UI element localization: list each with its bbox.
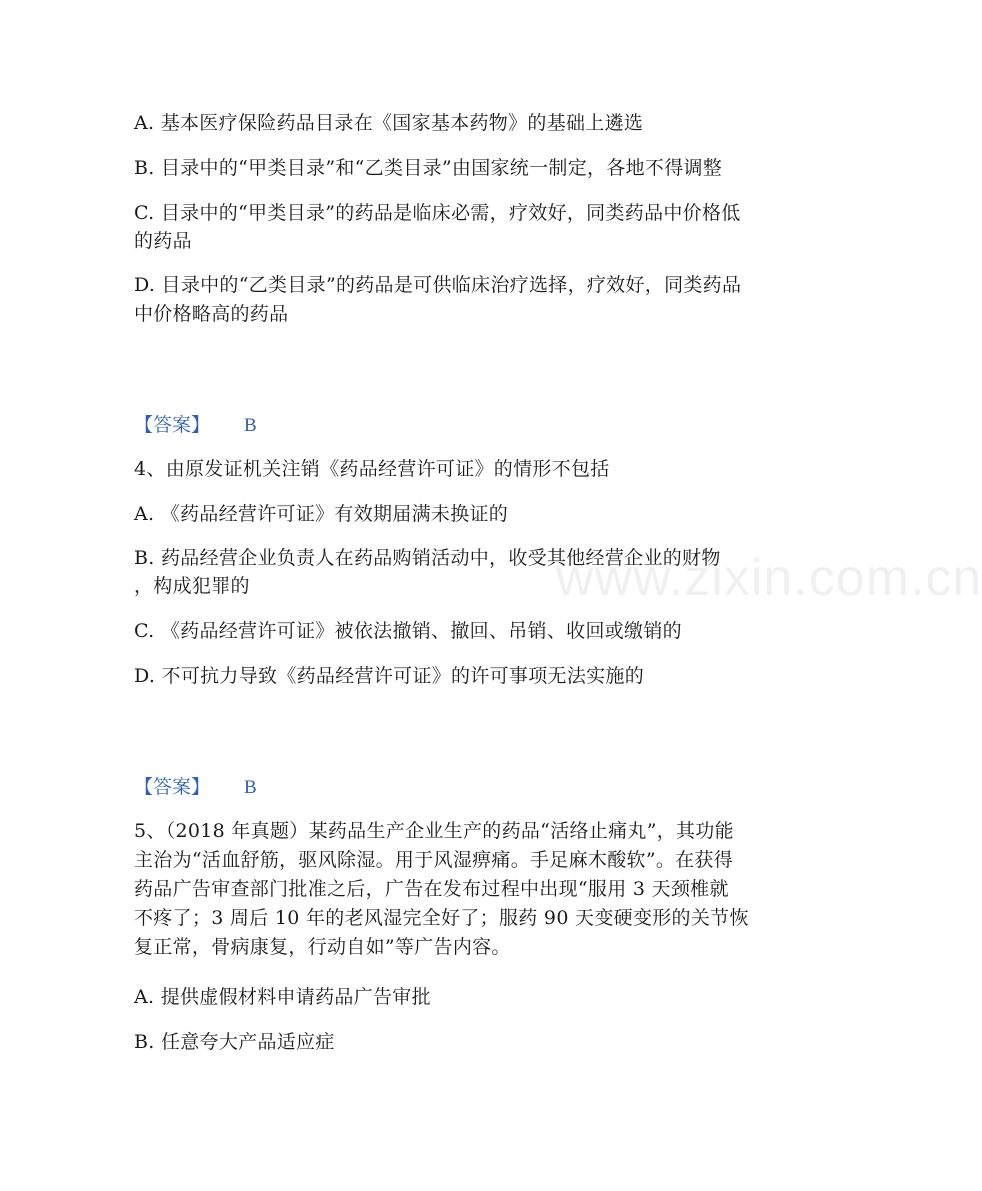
q3-option-c-line1: C. 目录中的“甲类目录”的药品是临床必需，疗效好，同类药品中价格低 bbox=[134, 202, 741, 224]
answer-label: 【答案】 bbox=[134, 414, 211, 436]
q5-stem-line4: 不疼了；3 周后 10 年的老风湿完全好了；服药 90 天变硬变形的关节恢 bbox=[134, 907, 749, 929]
q4-option-b-line2: ，构成犯罪的 bbox=[134, 575, 250, 597]
q5-option-a: A. 提供虚假材料申请药品广告审批 bbox=[134, 986, 431, 1008]
answer-4 bbox=[134, 775, 257, 800]
q4-option-d: D. 不可抗力导致《药品经营许可证》的许可事项无法实施的 bbox=[134, 665, 645, 687]
q5-stem-line5: 复正常，骨病康复，行动自如”等广告内容。 bbox=[134, 936, 511, 958]
q4-option-a: A. 《药品经营许可证》有效期届满未换证的 bbox=[134, 503, 509, 525]
q4-stem: 4、由原发证机关注销《药品经营许可证》的情形不包括 bbox=[134, 458, 610, 480]
q3-option-d-line2: 中价格略高的药品 bbox=[134, 303, 289, 325]
answer-value: B bbox=[244, 777, 257, 798]
answer-3 bbox=[134, 413, 257, 438]
q5-stem-line2: 主治为“活血舒筋，驱风除湿。用于风湿痹痛。手足麻木酸软”。在获得 bbox=[134, 849, 734, 871]
q5-stem-line1: 5、（2018 年真题）某药品生产企业生产的药品“活络止痛丸”，其功能 bbox=[134, 820, 734, 842]
watermark: www.zixin.com.cn bbox=[556, 549, 982, 607]
q5-option-b: B. 任意夸大产品适应症 bbox=[134, 1031, 335, 1053]
answer-label: 【答案】 bbox=[134, 776, 211, 798]
q4-option-b-line1: B. 药品经营企业负责人在药品购销活动中，收受其他经营企业的财物 bbox=[134, 547, 721, 569]
answer-value: B bbox=[244, 415, 257, 436]
q3-option-b: B. 目录中的“甲类目录”和“乙类目录”由国家统一制定，各地不得调整 bbox=[134, 157, 723, 179]
q3-option-d-line1: D. 目录中的“乙类目录”的药品是可供临床治疗选择，疗效好，同类药品 bbox=[134, 274, 742, 296]
q5-stem-line3: 药品广告审查部门批准之后，广告在发布过程中出现“服用 3 天颈椎就 bbox=[134, 878, 729, 900]
q3-option-a: A. 基本医疗保险药品目录在《国家基本药物》的基础上遴选 bbox=[134, 112, 644, 134]
q4-option-c: C. 《药品经营许可证》被依法撤销、撤回、吊销、收回或缴销的 bbox=[134, 620, 682, 642]
q3-option-c-line2: 的药品 bbox=[134, 230, 192, 252]
